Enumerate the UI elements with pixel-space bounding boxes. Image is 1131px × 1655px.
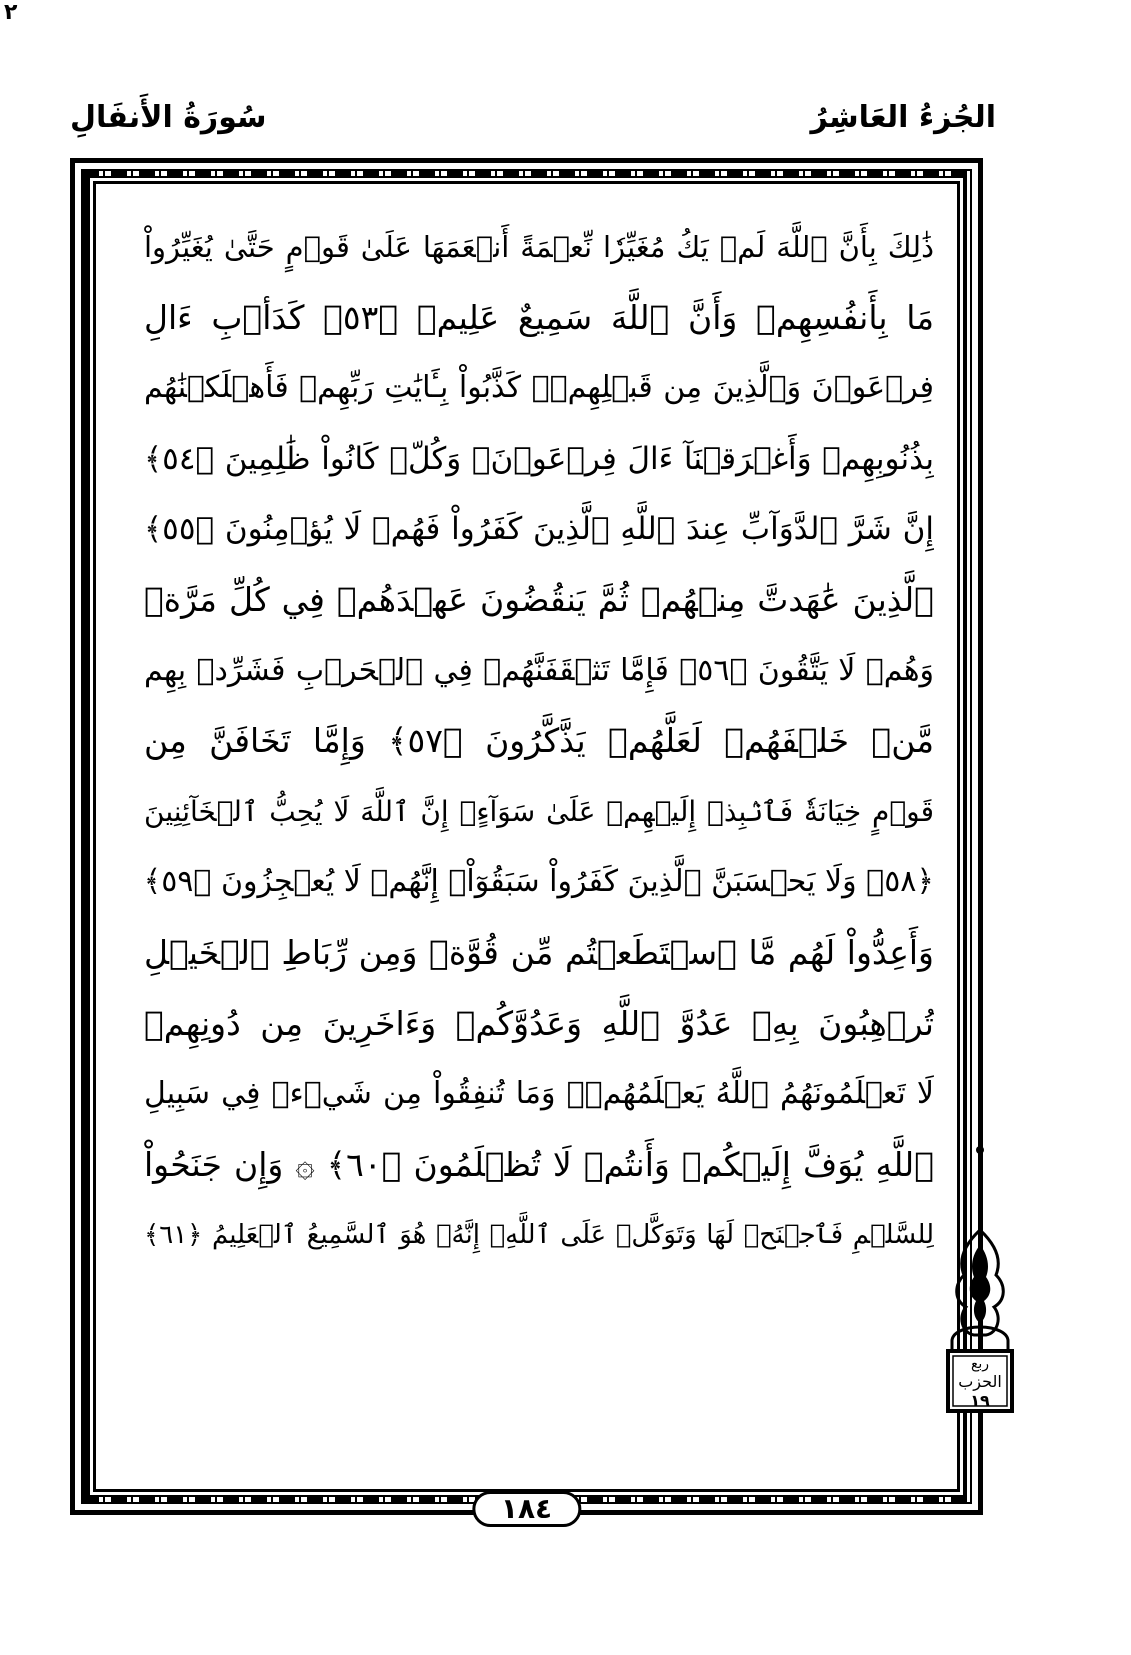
- verse-line: مَّنۡ خَلۡفَهُمۡ لَعَلَّهُمۡ يَذَّكَّرُونَ ﴿٥٧﴾ وَإِمَّا تَخَافَنَّ مِن: [144, 721, 934, 761]
- juz-title: الجُزءُ العَاشِرُ: [810, 100, 996, 135]
- verse-line: قَوۡمٍ خِيَانَةٗ فَٱنۢبِذۡ إِلَيۡهِمۡ عَلَىٰ سَوَآءٍۚ إِنَّ ٱللَّهَ لَا يُحِبُّ ٱلۡخَآئِنِينَ: [144, 794, 934, 828]
- hizb-number: ١٩: [970, 1391, 990, 1410]
- verse-line: وَهُمۡ لَا يَتَّقُونَ ﴿٥٦﴾ فَإِمَّا تَثۡقَفَنَّهُمۡ فِي ٱلۡحَرۡبِ فَشَرِّدۡ بِهِم: [144, 652, 934, 688]
- page-frame: [70, 158, 983, 1525]
- verse-line: ﴿٥٨﴾ وَلَا يَحۡسَبَنَّ ٱلَّذِينَ كَفَرُواْ سَبَقُوٓاْۚ إِنَّهُمۡ لَا يُعۡجِزُونَ ﴿٥٩﴾: [144, 864, 934, 900]
- verse-line: فِرۡعَوۡنَ وَٱلَّذِينَ مِن قَبۡلِهِمۡۚ كَذَّبُواْ بِـَٔايَٰتِ رَبِّهِمۡ فَأَهۡلَكۡنَٰهُم: [144, 370, 934, 406]
- verse-line: لَا تَعۡلَمُونَهُمُ ٱللَّهُ يَعۡلَمُهُمۡۚ وَمَا تُنفِقُواْ مِن شَيۡءٖ فِي سَبِيلِ: [144, 1076, 934, 1112]
- verse-line: ذَٰلِكَ بِأَنَّ ٱللَّهَ لَمۡ يَكُ مُغَيِّرٗا نِّعۡمَةً أَنۡعَمَهَا عَلَىٰ قَوۡمٍ حَتَّىٰ يُغَيِّرُواْ: [144, 230, 934, 264]
- verses-block: [144, 212, 934, 1271]
- surah-title: سُورَةُ الأَنفَالِ: [70, 100, 267, 135]
- hizb-label: الحزب: [958, 1372, 1002, 1391]
- verse-line: لِلسَّلۡمِ فَٱجۡنَحۡ لَهَا وَتَوَكَّلۡ عَلَى ٱللَّهِۚ إِنَّهُۥ هُوَ ٱلسَّمِيعُ ٱلۡعَلِيمُ ﴿٦١﴾: [144, 1220, 934, 1251]
- verse-line: وَأَعِدُّواْ لَهُم مَّا ٱسۡتَطَعۡتُم مِّن قُوَّةٖ وَمِن رِّبَاطِ ٱلۡخَيۡلِ: [144, 932, 934, 972]
- verse-line: إِنَّ شَرَّ ٱلدَّوَآبِّ عِندَ ٱللَّهِ ٱلَّذِينَ كَفَرُواْ فَهُمۡ لَا يُؤۡمِنُونَ ﴿٥٥﴾: [144, 511, 934, 548]
- hizb-ornament-icon: [944, 1095, 1016, 1510]
- page-number: ١٨٤: [472, 1491, 581, 1527]
- text-panel: [93, 181, 960, 1492]
- verse-line: تُرۡهِبُونَ بِهِۦ عَدُوَّ ٱللَّهِ وَعَدُوَّكُمۡ وَءَاخَرِينَ مِن دُونِهِمۡ: [144, 1003, 934, 1043]
- hizb-marker: [944, 1095, 1016, 1510]
- verse-line: مَا بِأَنفُسِهِمۡ وَأَنَّ ٱللَّهَ سَمِيعٌ عَلِيمٞ ﴿٥٣﴾ كَدَأۡبِ ءَالِ: [144, 297, 934, 337]
- hizb-quarter-label: ربع: [970, 1356, 990, 1372]
- verse-line: ٱلَّذِينَ عَٰهَدتَّ مِنۡهُمۡ ثُمَّ يَنقُضُونَ عَهۡدَهُمۡ فِي كُلِّ مَرَّةٖ: [144, 579, 934, 619]
- corner-mark: ٢: [4, 0, 18, 25]
- verse-line: ٱللَّهِ يُوَفَّ إِلَيۡكُمۡ وَأَنتُمۡ لَا تُظۡلَمُونَ ﴿٦٠﴾ ۞ وَإِن جَنَحُواْ: [144, 1144, 934, 1184]
- verse-line: بِذُنُوبِهِمۡ وَأَغۡرَقۡنَآ ءَالَ فِرۡعَوۡنَۚ وَكُلّٞ كَانُواْ ظَٰلِمِينَ ﴿٥٤﴾: [144, 440, 934, 477]
